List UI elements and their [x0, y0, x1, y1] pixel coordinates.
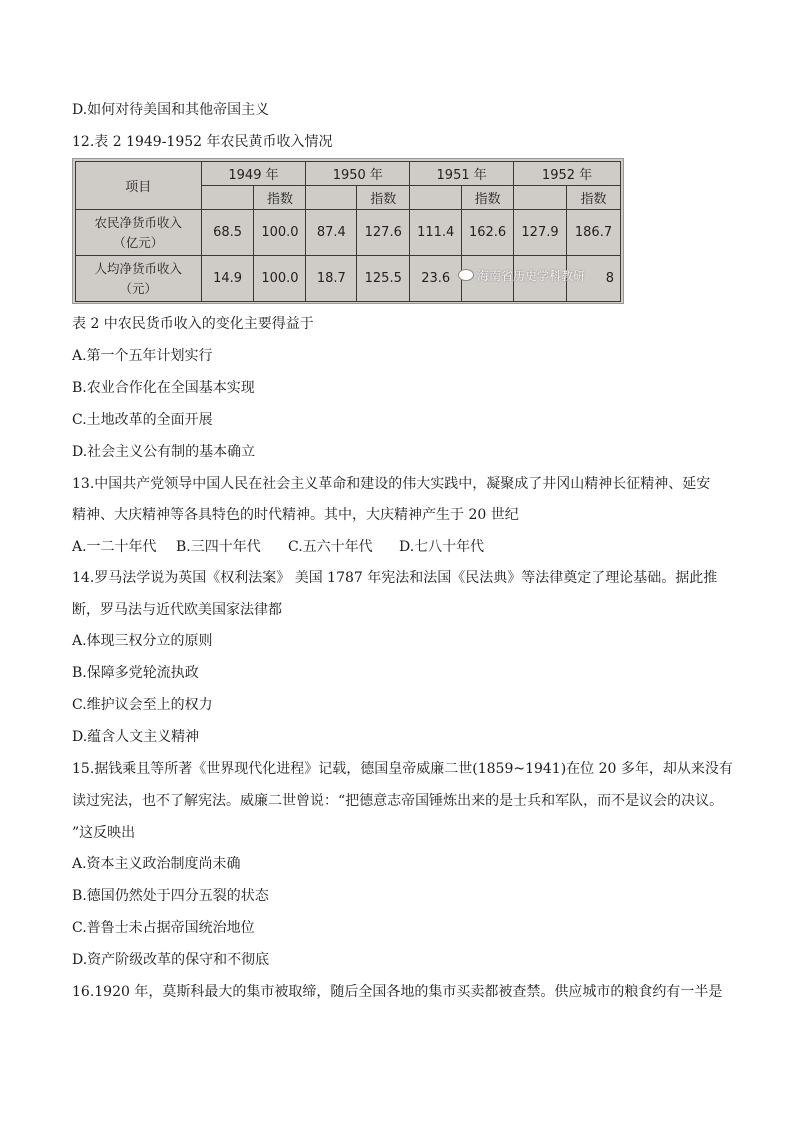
q13-line2: 精神、大庆精神等各具特色的时代精神。其中，大庆精神产生于 20 世纪 [72, 507, 519, 523]
q14-option-d: D.蕴含人文主义精神 [72, 729, 200, 745]
year-header: 1950 年 [306, 162, 410, 186]
watermark-text: 海南省历史学科教研 [477, 269, 586, 283]
q12-option-d: D.社会主义公有制的基本确立 [72, 444, 256, 460]
q14-line1: 14.罗马法学说为英国《权利法案》 美国 1787 年宪法和法国《民法典》等法律奠定了理论基础。据此推 [72, 570, 718, 586]
q13-option-a: A.一二十年代 [72, 539, 157, 555]
q12-option-a: A.第一个五年计划实行 [72, 348, 213, 364]
year-header: 1952 年 [514, 162, 621, 186]
year-header: 1951 年 [410, 162, 514, 186]
row-label [76, 210, 202, 256]
q11-option-d: D.如何对待美国和其他帝国主义 [72, 102, 270, 118]
blank-cell [410, 186, 462, 210]
year-header: 1949 年 [201, 162, 306, 186]
index-header: 指数 [357, 186, 410, 210]
table-cell: 23.6 [410, 256, 462, 302]
q15-line3: ”这反映出 [72, 825, 136, 841]
q16-line1: 16.1920 年，莫斯科最大的集市被取缔，随后全国各地的集市买卖都被查禁。供应城市的粮食约有一半是 [72, 984, 723, 1000]
table-row [76, 210, 621, 256]
q12-table-photo [72, 158, 624, 304]
q15-option-c: C.普鲁士未占据帝国统治地位 [72, 920, 255, 936]
q13-option-c: C.五六十年代 [288, 539, 373, 555]
q13-options [72, 537, 484, 557]
watermark [458, 267, 585, 284]
q14-option-b: B.保障多党轮流执政 [72, 665, 199, 681]
q14-option-a: A.体现三权分立的原则 [72, 633, 213, 649]
q12-option-c: C.土地改革的全面开展 [72, 412, 213, 428]
q15-line1: 15.据钱乘且等所著《世界现代化进程》记载，德国皇帝威廉二世(1859~1941)在位 20 多年，却从来没有 [72, 761, 733, 777]
table-cell: 127.6 [357, 210, 410, 256]
index-header: 指数 [566, 186, 620, 210]
table-cell: 111.4 [410, 210, 462, 256]
q14-line2: 断，罗马法与近代欧美国家法律都 [72, 602, 282, 618]
row-label-line2: （亿元） [113, 234, 164, 250]
q15-option-b: B.德国仍然处于四分五裂的状态 [72, 888, 269, 904]
index-header: 指数 [254, 186, 306, 210]
table-cell: 14.9 [201, 256, 254, 302]
table-cell: 127.9 [514, 210, 567, 256]
q13-line1: 13.中国共产党领导中国人民在社会主义革命和建设的伟大实践中，凝聚成了井冈山精神长征精神、延安 [72, 476, 711, 492]
wechat-icon [458, 269, 474, 281]
table-cell: 162.6 [462, 210, 514, 256]
row-label-line1: 农民净货币收入 [94, 214, 183, 230]
q12-caption: 12.表 2 1949-1952 年农民黄币收入情况 [72, 134, 333, 150]
q12-option-b: B.农业合作化在全国基本实现 [72, 380, 255, 396]
item-header: 项目 [76, 162, 202, 210]
table-cell: 87.4 [306, 210, 357, 256]
table-cell: 186.7 [566, 210, 620, 256]
q15-option-a: A.资本主义政治制度尚未确 [72, 856, 241, 872]
q14-option-c: C.维护议会至上的权力 [72, 697, 213, 713]
blank-cell [514, 186, 567, 210]
table-cell: 68.5 [201, 210, 254, 256]
table-cell: 8 [566, 256, 620, 302]
table-cell: 100.0 [254, 256, 306, 302]
row-label-line2: （元） [119, 280, 158, 296]
table-cell: 100.0 [254, 210, 306, 256]
q15-option-d: D.资产阶级改革的保守和不彻底 [72, 952, 270, 968]
blank-cell [306, 186, 357, 210]
q15-line2: 读过宪法，也不了解宪法。威廉二世曾说：“把德意志帝国锤炼出来的是士兵和军队，而不是议会的决议。 [72, 793, 724, 809]
row-label [76, 256, 202, 302]
blank-cell [201, 186, 254, 210]
row-label-line1: 人均净货币收入 [94, 260, 183, 276]
q13-option-d: D.七八十年代 [399, 539, 485, 555]
table-cell: 18.7 [306, 256, 357, 302]
q13-option-b: B.三四十年代 [176, 539, 261, 555]
index-header: 指数 [462, 186, 514, 210]
table-cell: 125.5 [357, 256, 410, 302]
q12-stem: 表 2 中农民货币收入的变化主要得益于 [72, 316, 314, 332]
